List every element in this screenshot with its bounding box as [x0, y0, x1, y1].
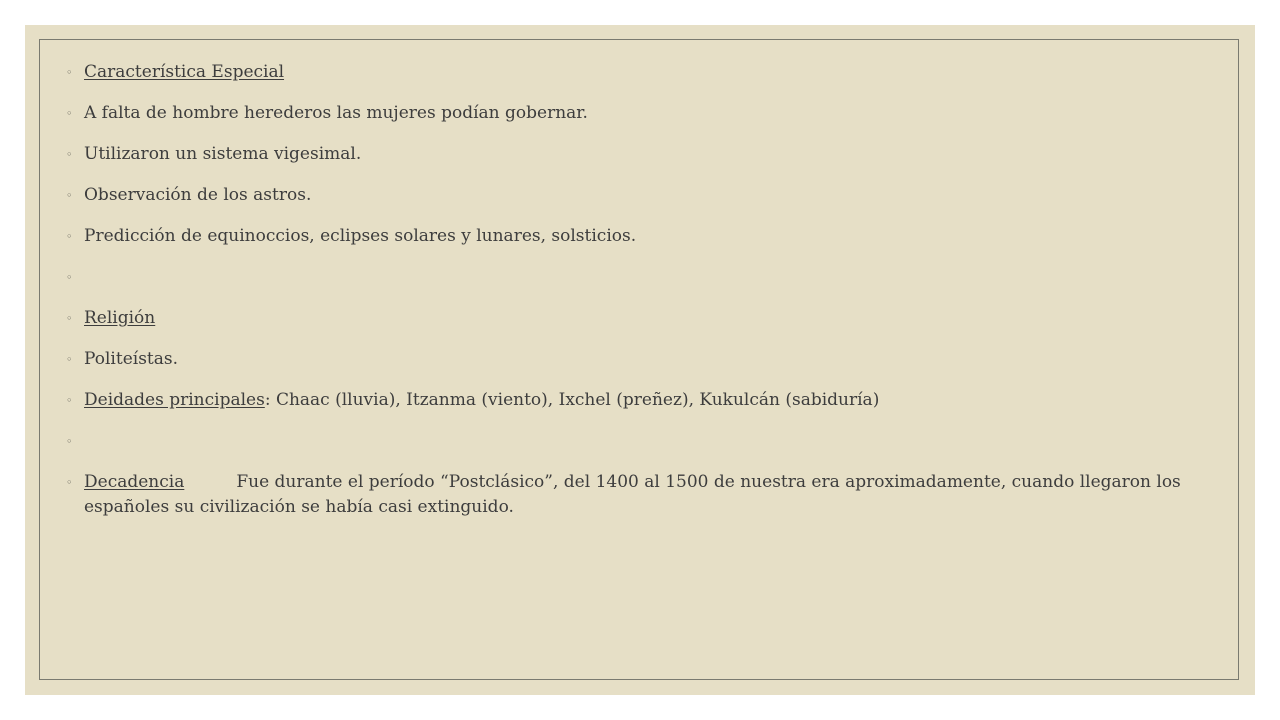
bullet-icon: ◦	[66, 230, 73, 243]
list-item	[62, 142, 1182, 167]
list-item-text: A falta de hombre herederos las mujeres podían gobernar.	[84, 103, 588, 123]
bullet-icon: ◦	[66, 271, 73, 284]
list-item-text: : Chaac (lluvia), Itzanma (viento), Ixchel (preñez), Kukulcán (sabiduría)	[264, 390, 880, 410]
bullet-icon: ◦	[66, 312, 73, 325]
list-item-empty	[62, 265, 1182, 290]
bullet-icon: ◦	[66, 435, 73, 448]
list-item-text: Observación de los astros.	[84, 185, 312, 205]
list-item-empty	[62, 429, 1182, 454]
list-item-decadencia	[62, 470, 1182, 520]
list-item-caracteristica-especial	[62, 60, 1182, 85]
bullet-icon: ◦	[66, 66, 73, 79]
list-item	[62, 101, 1182, 126]
bullet-icon: ◦	[66, 353, 73, 366]
slide	[25, 25, 1255, 695]
slide-frame	[39, 39, 1239, 680]
section-heading: Decadencia	[84, 472, 185, 492]
section-heading: Característica Especial	[84, 62, 285, 82]
section-heading: Religión	[84, 308, 156, 328]
list-item-text: Predicción de equinoccios, eclipses solares y lunares, solsticios.	[84, 226, 637, 246]
bullet-list	[62, 60, 1182, 536]
section-heading: Deidades principales	[84, 390, 265, 410]
list-item-text: Fue durante el período “Postclásico”, del 1400 al 1500 de nuestra era aproximadamente, cuando llegaron los españoles su civilización se había casi extinguido.	[84, 472, 1181, 517]
list-item	[62, 347, 1182, 372]
list-item-religion	[62, 306, 1182, 331]
bullet-icon: ◦	[66, 476, 73, 489]
list-item	[62, 183, 1182, 208]
list-item-text: Politeístas.	[84, 349, 179, 369]
bullet-icon: ◦	[66, 394, 73, 407]
bullet-icon: ◦	[66, 148, 73, 161]
bullet-icon: ◦	[66, 189, 73, 202]
bullet-icon: ◦	[66, 107, 73, 120]
list-item	[62, 224, 1182, 249]
list-item-text: Utilizaron un sistema vigesimal.	[84, 144, 362, 164]
list-item-deidades	[62, 388, 1182, 413]
